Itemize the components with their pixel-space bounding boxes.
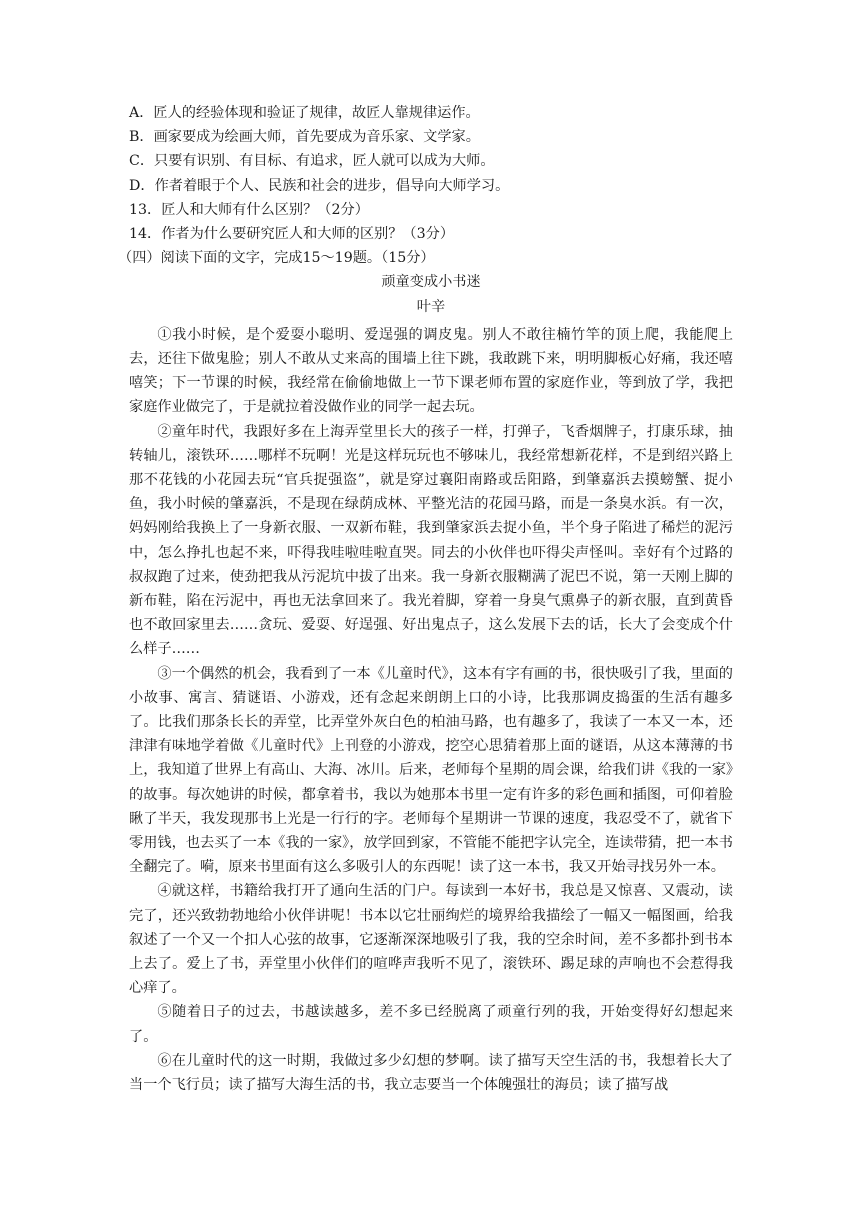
article-paragraph-2: ②童年时代，我跟好多在上海弄堂里长大的孩子一样，打弹子，飞香烟牌子，打康乐球，抽转轴儿，滚铁环……哪样不玩啊！光是这样玩玩也不够味儿，我经常想新花样，不是到绍兴路上那不花钱的小花园去玩“官兵捉强盗”，就是穿过襄阳南路或岳阳路，到肇嘉浜去摸螃蟹、捉小鱼，我小时候的肇嘉浜，不是现在绿荫成林、平整光洁的花园马路，而是一条臭水浜。有一次，妈妈刚给我换上了一身新衣服、一双新布鞋，我到肇家浜去捉小鱼，半个身子陷进了稀烂的泥污中，怎么挣扎也起不来，吓得我哇啦哇啦直哭。同去的小伙伴也吓得尖声怪叫。幸好有个过路的叔叔跑了过来，使劲把我从污泥坑中拔了出来。我一身新衣服糊满了泥巴不说，第一天刚上脚的新布鞋，陷在污泥中，再也无法拿回来了。我光着脚，穿着一身臭气熏鼻子的新衣服，直到黄昏也不敢回家里去……贪玩、爱耍、好逞强、好出鬼点子，这么发展下去的话，长大了会变成个什么样子…… <box>129 423 733 658</box>
option-a: A．匠人的经验体现和验证了规律，故匠人靠规律运作。 <box>129 105 480 121</box>
article-author: 叶辛 <box>416 298 446 315</box>
question-14: 14．作者为什么要研究匠人和大师的区别？（3分） <box>129 225 455 242</box>
answer-options <box>129 101 733 198</box>
document-content <box>118 101 733 1097</box>
article-paragraph-6: ⑥在儿童时代的这一时期，我做过多少幻想的梦啊。读了描写天空生活的书，我想着长大了当一个飞行员；读了描写大海生活的书，我立志要当一个体魄强壮的海员；读了描写战 <box>129 1052 733 1093</box>
section-heading: （四）阅读下面的文字，完成15～19题。（15分） <box>118 250 435 267</box>
article-paragraph-3: ③一个偶然的机会，我看到了一本《儿童时代》，这本有字有画的书，很快吸引了我，里面的小故事、寓言、猜谜语、小游戏，还有念起来朗朗上口的小诗，比我那调皮捣蛋的生活有趣多了。比我们那条长长的弄堂，比弄堂外灰白色的柏油马路，也有趣多了，我读了一本又一本，还津津有味地学着做《儿童时代》上刊登的小游戏，挖空心思猜着那上面的谜语，从这本薄薄的书上，我知道了世界上有高山、大海、冰川。后来，老师每个星期的周会课，给我们讲《我的一家》的故事。每次她讲的时候，都拿着书，我以为她那本书里一定有许多的彩色画和插图，可仰着脸瞅了半天，我发现那书上光是一行行的字。老师每个星期讲一节课的速度，我忍受不了，就省下零用钱，也去买了一本《我的一家》，放学回到家，不管能不能把字认完全，连读带猜，把一本书全翻完了。嗬，原来书里面有这么多吸引人的东西呢！读了这一本书，我又开始寻找另外一本。 <box>129 665 733 876</box>
option-b: B．画家要成为绘画大师，首先要成为音乐家、文学家。 <box>129 129 480 146</box>
article-paragraph-4: ④就这样，书籍给我打开了通向生活的门户。每读到一本好书，我总是又惊喜、又震动，读完了，还兴致勃勃地给小伙伴讲呢！书本以它壮丽绚烂的境界给我描绘了一幅又一幅图画，给我叙述了一个又一个扣人心弦的故事，它逐渐深深地吸引了我，我的空余时间，差不多都扑到书本上去了。爱上了书，弄堂里小伙伴们的喧哗声我听不见了，滚铁环、踢足球的声响也不会惹得我心痒了。 <box>129 883 733 997</box>
article-title: 顽童变成小书迷 <box>381 274 481 291</box>
article-paragraph-5: ⑤随着日子的过去，书越读越多，差不多已经脱离了顽童行列的我，开始变得好幻想起来了。 <box>129 1004 733 1045</box>
question-13: 13．匠人和大师有什么区别？（2分） <box>129 201 369 218</box>
article-paragraph-1: ①我小时候，是个爱耍小聪明、爱逞强的调皮鬼。别人不敢往楠竹竿的顶上爬，我能爬上去，还往下做鬼脸；别人不敢从丈来高的围墙上往下跳，我敢跳下来，明明脚板心好痛，我还嘻嘻笑；下一节课的时候，我经常在偷偷地做上一节下课老师布置的家庭作业，等到放了学，我把家庭作业做完了，于是就拉着没做作业的同学一起去玩。 <box>129 326 733 416</box>
option-d: D．作者着眼于个人、民族和社会的进步，倡导向大师学习。 <box>129 177 510 194</box>
option-c: C．只要有识别、有目标、有追求，匠人就可以成为大师。 <box>129 153 495 170</box>
